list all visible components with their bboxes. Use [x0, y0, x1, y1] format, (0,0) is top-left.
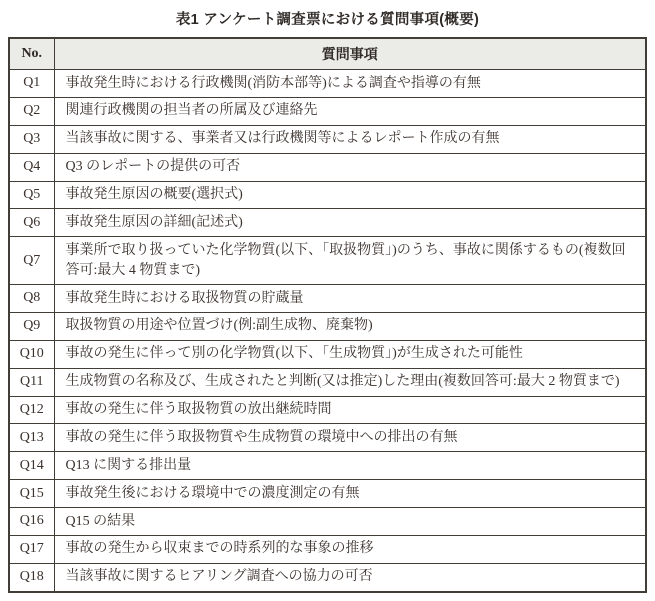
table-caption: 表1 アンケート調査票における質問事項(概要)	[175, 12, 480, 28]
question-text: Q15 の結果	[54, 508, 646, 536]
table-row	[9, 480, 646, 508]
question-no: Q8	[9, 285, 54, 313]
table-row	[9, 368, 646, 396]
question-text: Q13 に関する排出量	[54, 452, 646, 480]
question-no: Q14	[9, 452, 54, 480]
question-no: Q10	[9, 340, 54, 368]
question-text: 事故の発生に伴って別の化学物質(以下、「生成物質」)が生成された可能性	[54, 340, 646, 368]
question-text: 事業所で取り扱っていた化学物質(以下、「取扱物質」)のうち、事故に関係するもの(複数回答可:最大 4 物質まで)	[54, 237, 646, 285]
table-row	[9, 70, 646, 98]
question-text: 事故発生後における環境中での濃度測定の有無	[54, 480, 646, 508]
col-header-question: 質問事項	[54, 38, 646, 70]
question-no: Q6	[9, 209, 54, 237]
table-row	[9, 285, 646, 313]
table-row	[9, 452, 646, 480]
question-no: Q2	[9, 97, 54, 125]
question-text: 事故発生原因の詳細(記述式)	[54, 209, 646, 237]
question-text: 生成物質の名称及び、生成されたと判断(又は推定)した理由(複数回答可:最大 2 物質まで)	[54, 368, 646, 396]
table-row	[9, 125, 646, 153]
question-no: Q1	[9, 70, 54, 98]
question-text: 事故発生原因の概要(選択式)	[54, 181, 646, 209]
question-no: Q9	[9, 312, 54, 340]
table-row	[9, 209, 646, 237]
question-no: Q3	[9, 125, 54, 153]
question-table	[8, 37, 647, 593]
question-no: Q17	[9, 535, 54, 563]
table-row	[9, 535, 646, 563]
question-text: 当該事故に関するヒアリング調査への協力の可否	[54, 563, 646, 591]
question-no: Q11	[9, 368, 54, 396]
question-text: 事故の発生から収束までの時系列的な事象の推移	[54, 535, 646, 563]
question-text: 事故発生時における行政機関(消防本部等)による調査や指導の有無	[54, 70, 646, 98]
table-row	[9, 97, 646, 125]
table-row	[9, 340, 646, 368]
question-no: Q18	[9, 563, 54, 591]
question-text: 取扱物質の用途や位置づけ(例:副生成物、廃棄物)	[54, 312, 646, 340]
table-row	[9, 396, 646, 424]
header-row	[9, 38, 646, 70]
col-header-no: No.	[9, 38, 54, 70]
table-row	[9, 508, 646, 536]
question-text: Q3 のレポートの提供の可否	[54, 153, 646, 181]
question-text: 事故発生時における取扱物質の貯蔵量	[54, 285, 646, 313]
question-no: Q4	[9, 153, 54, 181]
question-no: Q5	[9, 181, 54, 209]
table-row	[9, 424, 646, 452]
question-no: Q13	[9, 424, 54, 452]
question-no: Q12	[9, 396, 54, 424]
table-row	[9, 153, 646, 181]
table-row	[9, 181, 646, 209]
question-no: Q7	[9, 237, 54, 285]
question-no: Q15	[9, 480, 54, 508]
question-no: Q16	[9, 508, 54, 536]
table-row	[9, 237, 646, 285]
table-row	[9, 312, 646, 340]
question-text: 関連行政機関の担当者の所属及び連絡先	[54, 97, 646, 125]
question-text: 事故の発生に伴う取扱物質や生成物質の環境中への排出の有無	[54, 424, 646, 452]
question-text: 事故の発生に伴う取扱物質の放出継続時間	[54, 396, 646, 424]
table-row	[9, 563, 646, 591]
question-text: 当該事故に関する、事業者又は行政機関等によるレポート作成の有無	[54, 125, 646, 153]
